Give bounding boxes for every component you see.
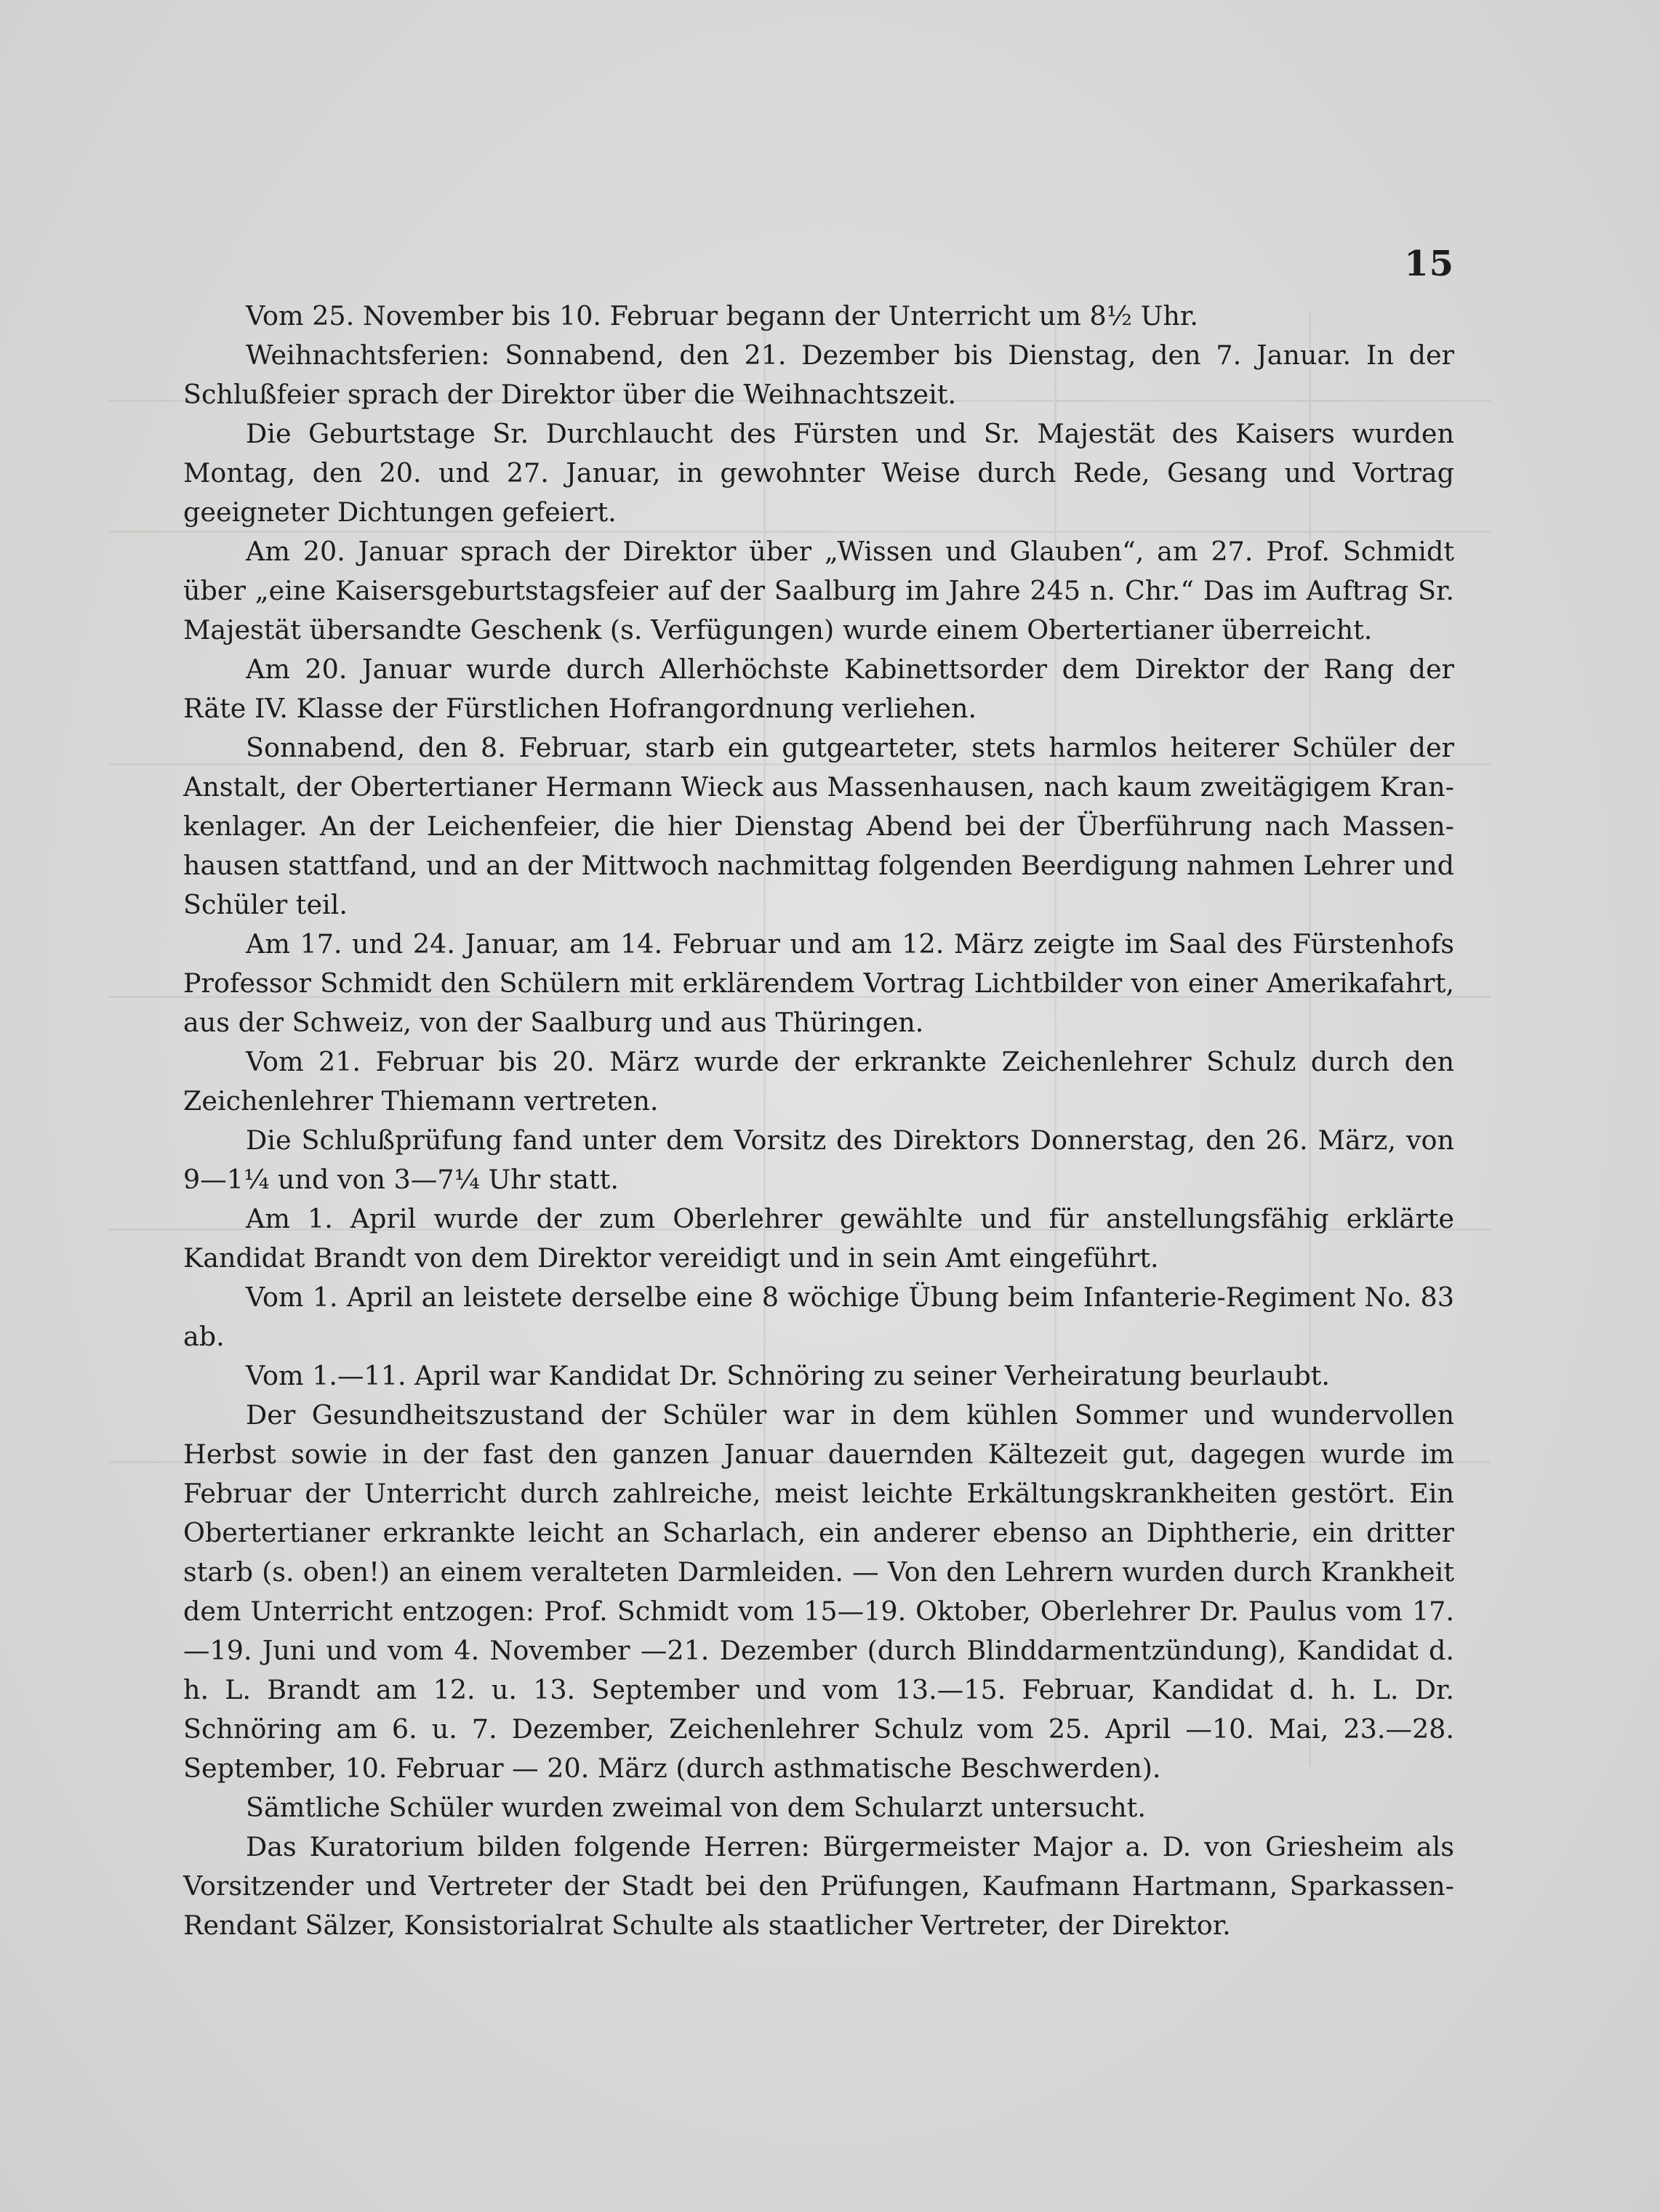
paragraph-final-exam: Die Schlußprüfung fand unter dem Vorsitz des Direktors Donnerstag, den 26. März, von 9—1¼ und von 3—7¼ Uhr statt. bbox=[183, 1125, 1454, 1195]
paragraph-christmas-holidays: Weihnachtsferien: Sonnabend, den 21. Dezember bis Dienstag, den 7. Januar. In der Schlußfeier sprach der Direktor über die Weihnachtszeit. bbox=[183, 339, 1454, 410]
paragraph-military-exercise: Vom 1. April an leistete derselbe eine 8 wöchige Übung beim Infanterie-Regiment No. 83 ab. bbox=[183, 1282, 1454, 1352]
paragraph-school-doctor: Sämtliche Schüler wurden zweimal von dem Schularzt untersucht. bbox=[246, 1792, 1146, 1823]
paragraph-drawing-teacher-substitute: Vom 21. Februar bis 20. März wurde der erkrankte Zeichenlehrer Schulz durch den Zeichenlehrer Thiemann vertreten. bbox=[183, 1046, 1454, 1117]
paragraph-lesson-time: Vom 25. November bis 10. Februar begann der Unterricht um 8½ Uhr. bbox=[246, 300, 1198, 331]
body-text bbox=[183, 297, 1454, 1945]
paragraph-brandt-appointment: Am 1. April wurde der zum Oberlehrer gewählte und für anstellungsfähig erklärte Kandidat Brandt von dem Direktor vereidigt und in sein Amt eingeführt. bbox=[183, 1203, 1454, 1274]
page-number: 15 bbox=[1404, 244, 1454, 284]
paragraph-birthdays: Die Geburtstage Sr. Durchlaucht des Fürsten und Sr. Majestät des Kaisers wurden Montag, den 20. und 27. Januar, in gewohnter Weise durch Rede, Gesang und Vortrag geeigneter Dichtungen gefeiert. bbox=[183, 418, 1454, 528]
paragraph-lectures-january: Am 20. Januar sprach der Direktor über „Wissen und Glauben“, am 27. Prof. Schmidt über „eine Kaisersgeburtstagsfeier auf der Saalburg im Jahre 245 n. Chr.“ Das im Auftrag Sr. Majestät übersandte Geschenk (s. Verfügungen) wurde einem Obertertianer überreicht. bbox=[183, 536, 1454, 645]
paragraph-slide-lectures: Am 17. und 24. Januar, am 14. Februar und am 12. März zeigte im Saal des Fürstenhofs Professor Schmidt den Schülern mit erklärendem Vortrag Lichtbilder von einer Amerikafahrt, aus der Schweiz, von der Saalburg und aus Thüringen. bbox=[183, 928, 1454, 1038]
paragraph-director-rank: Am 20. Januar wurde durch Allerhöchste Kabinettsorder dem Direktor der Rang der Räte IV. Klasse der Fürstlichen Hofrangordnung verliehen. bbox=[183, 653, 1454, 724]
paragraph-health: Der Gesundheitszustand der Schüler war in dem kühlen Sommer und wundervollen Herbst sowie in der fast den ganzen Januar dauernden Kältezeit gut, dagegen wurde im Februar der Unterricht durch zahlreiche, meist leichte Erkältungskrankheiten gestört. Ein Obertertianer erkrankte leicht an Scharlach, ein anderer ebenso an Diphtherie, ein dritter starb (s. oben!) an einem veralteten Darmleiden. — Von den Lehrern wurden durch Krankheit dem Unterricht entzogen: Prof. Schmidt vom 15—19. Oktober, Oberlehrer Dr. Paulus vom 17.—19. Juni und vom 4. November —21. Dezember (durch Blinddarmentzündung), Kandidat d. h. L. Brandt am 12. u. 13. September und vom 13.—15. Februar, Kandidat d. h. L. Dr. Schnöring am 6. u. 7. Dezember, Zeichenlehrer Schulz vom 25. April —10. Mai, 23.—28. September, 10. Februar — 20. März (durch asthmatische Beschwerden). bbox=[183, 1399, 1454, 1784]
paragraph-board-of-trustees: Das Kuratorium bilden folgende Herren: Bürgermeister Major a. D. von Griesheim als Vorsitzender und Vertreter der Stadt bei den Prüfungen, Kaufmann Hartmann, Sparkassen-Rendant Sälzer, Konsistorialrat Schulte als staatlicher Vertreter, der Direktor. bbox=[183, 1831, 1454, 1941]
paragraph-student-death: Sonnabend, den 8. Februar, starb ein gutgearteter, stets harmlos heiterer Schüler der Anstalt, der Obertertianer Hermann Wieck aus Massenhausen, nach kaum zweitägigem Krankenlager. An der Leichenfeier, die hier Dienstag Abend bei der Überführung nach Massenhausen stattfand, und an der Mittwoch nachmittag folgenden Beerdigung nahmen Lehrer und Schüler teil. bbox=[183, 732, 1454, 920]
paragraph-schnoering-leave: Vom 1.—11. April war Kandidat Dr. Schnöring zu seiner Verheiratung beurlaubt. bbox=[246, 1360, 1330, 1391]
